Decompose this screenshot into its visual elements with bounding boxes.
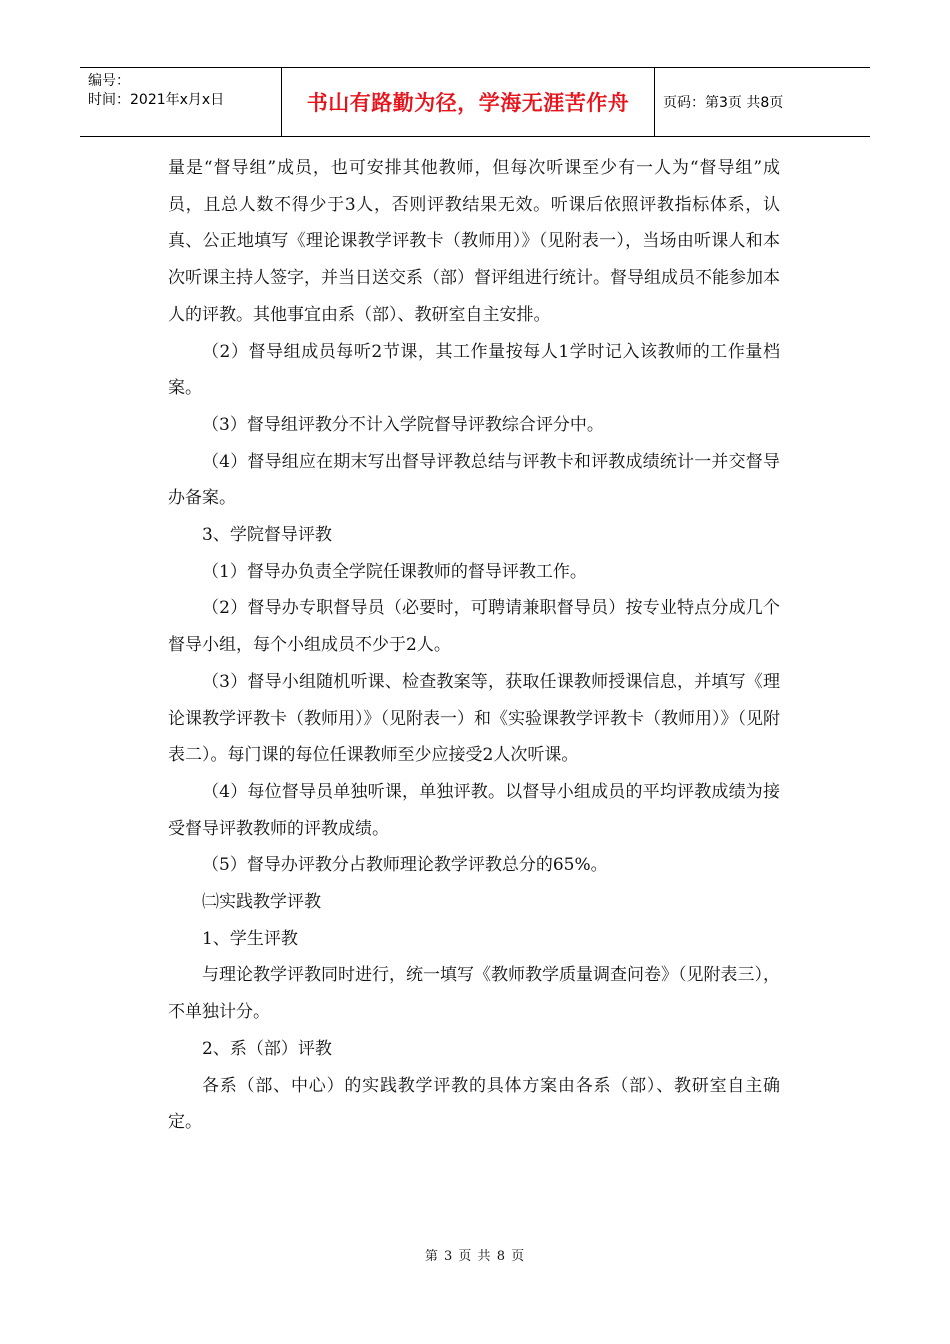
paragraph: 量是“督导组”成员，也可安排其他教师，但每次听课至少有一人为“督导组”成员，且总人数不得少于3人，否则评教结果无效。听课后依照评教指标体系，认真、公正地填写《理论课教学评教卡（教师用）》（见附表一），当场由听课人和本次听课主持人签字，并当日送交系（部）督评组进行统计。督导组成员不能参加本人的评教。其他事宜由系（部）、教研室自主安排。 — [168, 158, 780, 325]
paragraph: 各系（部、中心）的实践教学评教的具体方案由各系（部）、教研室自主确定。 — [168, 1075, 780, 1133]
paragraph: （3）督导小组随机听课、检查教案等，获取任课教师授课信息，并填写《理论课教学评教卡（教师用）》（见附表一）和《实验课教学评教卡（教师用）》（见附表二）。每门课的每位任课教师至少应接受2人次听课。 — [168, 671, 780, 766]
header-motto: 书山有路勤为径，学海无涯苦作舟 — [306, 91, 630, 115]
header-page-info: 页码：第3页 共8页 — [663, 95, 784, 111]
section-heading: 3、学院督导评教 — [202, 525, 332, 546]
header-motto-cell — [282, 68, 655, 136]
subsection-heading: 1、学生评教 — [202, 928, 298, 949]
header-page-info-cell — [655, 68, 870, 136]
paragraph: （4）每位督导员单独听课，单独评教。以督导小组成员的平均评教成绩为接受督导评教教师的评教成绩。 — [168, 781, 780, 839]
paragraph: （3）督导组评教分不计入学院督导评教综合评分中。 — [202, 414, 604, 435]
document-number-label: 编号： — [88, 73, 130, 89]
document-body — [168, 150, 780, 1141]
paragraph: （4）督导组应在期末写出督导评教总结与评教卡和评教成绩统计一并交督导办备案。 — [168, 451, 780, 509]
document-date: 时间：2021年x月x日 — [88, 92, 225, 108]
paragraph: （5）督导办评教分占教师理论教学评教总分的65%。 — [202, 855, 608, 876]
paragraph: （2）督导办专职督导员（必要时，可聘请兼职督导员）按专业特点分成几个督导小组，每个小组成员不少于2人。 — [168, 598, 780, 656]
section-heading: ㈡实践教学评教 — [202, 892, 321, 913]
page-footer: 第 3 页 共 8 页 — [424, 1249, 526, 1264]
paragraph: （1）督导办负责全学院任课教师的督导评教工作。 — [202, 561, 587, 582]
header-meta — [80, 68, 282, 136]
paragraph: （2）督导组成员每听2节课，其工作量按每人1学时记入该教师的工作量档案。 — [168, 341, 780, 399]
page-header — [80, 67, 870, 137]
subsection-heading: 2、系（部）评教 — [202, 1038, 332, 1059]
paragraph: 与理论教学评教同时进行，统一填写《教师教学质量调查问卷》（见附表三），不单独计分。 — [168, 965, 780, 1023]
